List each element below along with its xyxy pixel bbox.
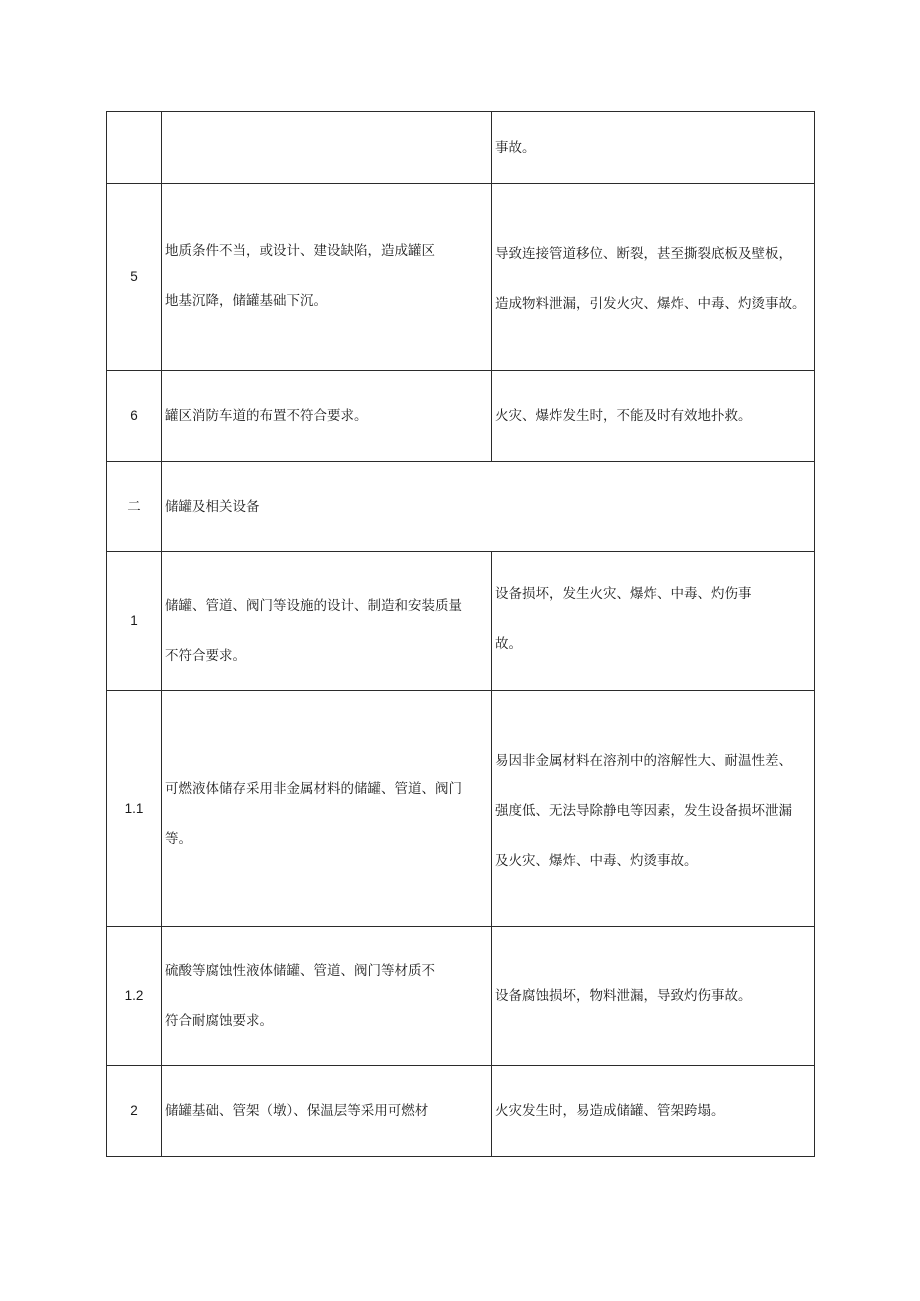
consequence-line: 易因非金属材料在溶剂中的溶解性大、耐温性差、 [495, 752, 792, 769]
description-line: 等。 [165, 830, 192, 847]
consequence-line: 及火灾、爆炸、中毒、灼烫事故。 [495, 852, 698, 869]
description-line: 地质条件不当，或设计、建设缺陷，造成罐区 [165, 243, 435, 259]
table-row [107, 691, 815, 927]
table-row [107, 552, 815, 691]
row-number: 1.2 [107, 927, 162, 1066]
section-title-text: 储罐及相关设备 [165, 498, 260, 514]
row-number: 6 [107, 371, 162, 462]
description-line: 硫酸等腐蚀性液体储罐、管道、阀门等材质不 [165, 963, 435, 979]
hazard-description [162, 552, 492, 691]
consequence-line: 火灾、爆炸发生时，不能及时有效地扑救。 [495, 408, 752, 424]
consequence-line: 设备腐蚀损坏，物料泄漏，导致灼伤事故。 [495, 988, 752, 1004]
hazard-description [162, 112, 492, 184]
section-number: 二 [107, 462, 162, 552]
table-row [107, 1066, 815, 1157]
consequence [492, 184, 815, 371]
hazard-description [162, 1066, 492, 1157]
hazard-description [162, 691, 492, 927]
consequence-line: 火灾发生时，易造成储罐、管架跨塌。 [495, 1103, 725, 1119]
hazard-description [162, 927, 492, 1066]
consequence-line: 强度低、无法导除静电等因素，发生设备损坏泄漏 [495, 802, 792, 819]
consequence-line: 导致连接管道移位、断裂，甚至撕裂底板及壁板， [495, 245, 792, 262]
hazard-table [106, 111, 815, 1157]
description-line: 地基沉降，储罐基础下沉。 [165, 293, 327, 309]
consequence [492, 927, 815, 1066]
table-row [107, 112, 815, 184]
table-row [107, 371, 815, 462]
consequence [492, 112, 815, 184]
section-title [162, 462, 815, 552]
description-line: 储罐基础、管架（墩）、保温层等采用可燃材 [165, 1103, 429, 1119]
consequence [492, 552, 815, 691]
consequence [492, 371, 815, 462]
row-number: 1 [107, 552, 162, 691]
row-number: 1.1 [107, 691, 162, 927]
description-line: 储罐、管道、阀门等设施的设计、制造和安装质量 [165, 598, 462, 614]
description-line: 符合耐腐蚀要求。 [165, 1013, 273, 1029]
description-line: 不符合要求。 [165, 648, 246, 664]
row-number [107, 112, 162, 184]
table-row [107, 927, 815, 1066]
row-number: 2 [107, 1066, 162, 1157]
consequence [492, 691, 815, 927]
row-number: 5 [107, 184, 162, 371]
description-line: 罐区消防车道的布置不符合要求。 [165, 408, 368, 424]
consequence-line: 设备损坏，发生火灾、爆炸、中毒、灼伤事 [495, 586, 752, 602]
consequence-line: 造成物料泄漏，引发火灾、爆炸、中毒、灼烫事故。 [495, 295, 806, 312]
consequence-line: 故。 [495, 636, 522, 652]
consequence-line: 事故。 [495, 139, 536, 156]
description-line: 可燃液体储存采用非金属材料的储罐、管道、阀门 [165, 780, 462, 797]
hazard-description [162, 371, 492, 462]
consequence [492, 1066, 815, 1157]
table-row [107, 184, 815, 371]
hazard-description [162, 184, 492, 371]
section-header-row [107, 462, 815, 552]
